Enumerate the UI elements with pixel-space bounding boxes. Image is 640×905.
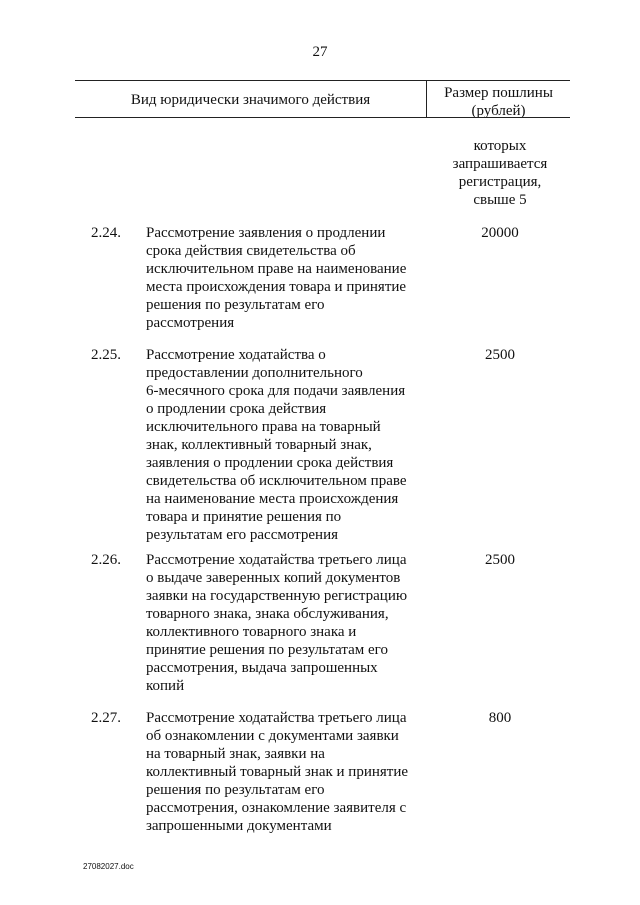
header-fee-amount: Размер пошлины (рублей) <box>444 85 553 119</box>
item-description: Рассмотрение ходатайства о предоставлении дополнительного 6-месячного срока для подачи заявления о продлении срока действия исключительного права на товарный знак, коллективный товарный знак, заявления о продлении срока действия свидетельства об исключительном праве на наименование места происхождения товара и принятие решения по результатам его рассмотрения <box>146 347 407 543</box>
item-description: Рассмотрение ходатайства третьего лица о выдаче заверенных копий документов заявки на государственную регистрацию товарного знака, знака обслуживания, коллективного товарного знака и принятие решения по результатам его рассмотрения, выдача запрошенных копий <box>146 552 408 694</box>
header-top-rule <box>75 80 570 81</box>
document-filename: 27082027.doc <box>83 862 134 871</box>
item-fee: 800 <box>488 710 512 726</box>
header-bottom-rule <box>75 117 570 118</box>
item-number: 2.26. <box>91 552 121 568</box>
header-action-type: Вид юридически значимого действия <box>130 92 371 108</box>
page-number: 27 <box>312 44 328 60</box>
item-number: 2.27. <box>91 710 121 726</box>
item-fee: 2500 <box>485 552 515 568</box>
item-description: Рассмотрение ходатайства третьего лица об ознакомлении с документами заявки на товарный знак, заявки на коллективный товарный знак и принятие решения по результатам его рассмотрения, ознакомление заявителя с запрошенными документами <box>146 710 409 834</box>
item-description: Рассмотрение заявления о продлении срока действия свидетельства об исключительном праве на наименование места происхождения товара и принятие решения по результатам его рассмотрения <box>146 225 407 331</box>
item-number: 2.25. <box>91 347 121 363</box>
item-number: 2.24. <box>91 225 121 241</box>
continuation-fee-text: которых запрашивается регистрация, свыше 5 <box>452 138 548 208</box>
item-fee: 20000 <box>481 225 519 241</box>
item-fee: 2500 <box>485 347 515 363</box>
